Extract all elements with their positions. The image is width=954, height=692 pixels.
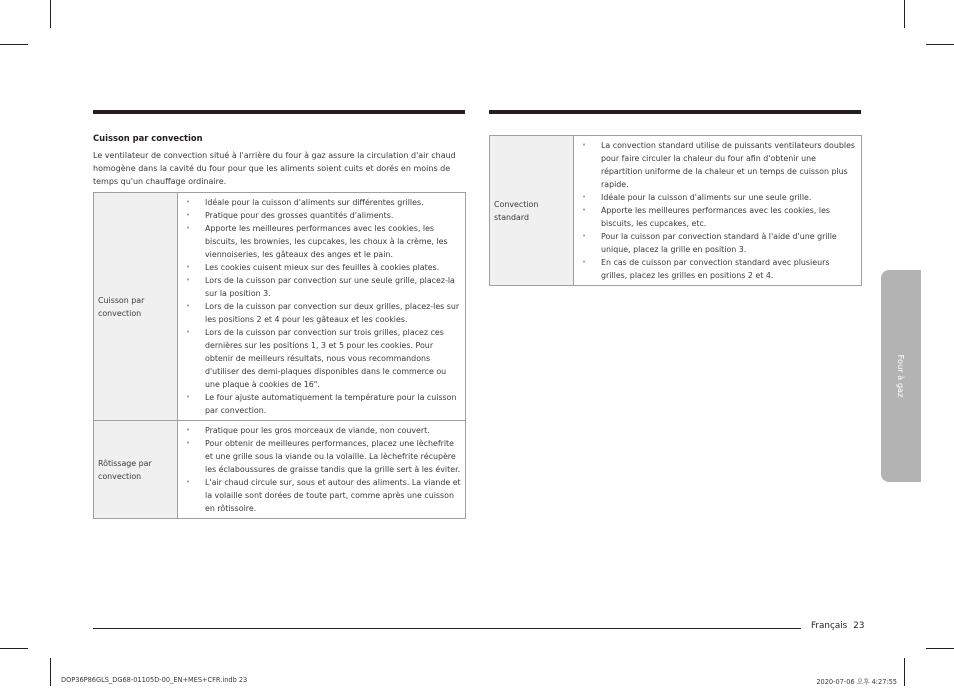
bullet-icon: • [582,193,587,201]
bullet-icon: • [186,393,191,401]
bullet-icon: • [186,439,191,447]
bullet-list [578,139,857,282]
section-rule-left [93,110,465,114]
intro-paragraph: Le ventilateur de convection situé à l'arrière du four à gaz assure la circulation d'air chaud homogène dans la cavité du four pour que les aliments soient cuits et dorés en moins de temps qu'un chauffage ordinaire. [93,151,456,186]
crop-mark [0,44,28,45]
bullet-icon: • [186,211,191,219]
bullet-list [182,196,461,417]
bullet-icon: • [186,302,191,310]
crop-mark [50,658,51,686]
crop-mark [926,44,954,45]
row-content [178,193,466,421]
bullet-icon: • [186,224,191,232]
list-item: • Le four ajuste automatiquement la température pour la cuisson par convection. [186,393,457,415]
row-content [178,421,466,519]
list-item: • Les cookies cuisent mieux sur des feuilles à cookies plates. [186,263,440,272]
page-number: 23 [853,621,865,631]
list-item: • Lors de la cuisson par convection sur deux grilles, placez-les sur les positions 2 et 4 pour les gâteaux et les cookies. [186,302,460,324]
bullet-icon: • [582,232,587,240]
crop-mark [926,648,954,649]
list-item: • Pour la cuisson par convection standard à l'aide d'une grille unique, placez la grille en position 3. [582,232,837,254]
list-item: • Lors de la cuisson par convection sur une seule grille, placez-la sur la position 3. [186,276,455,298]
list-item: • Idéale pour la cuisson d'aliments sur différentes grilles. [186,198,424,207]
list-item: • Lors de la cuisson par convection sur trois grilles, placez ces dernières sur les positions 1, 3 et 5 pour les cookies. Pour obtenir de meilleurs résultats, nous vous recommandons d'utiliser des demi-plaques disponibles dans le commerce ou une plaque à cookies de 16". [186,328,447,389]
list-item: • Pratique pour les gros morceaux de viande, non couvert. [186,426,430,435]
list-item: • En cas de cuisson par convection standard avec plusieurs grilles, placez les grilles en positions 2 et 4. [582,258,830,280]
bullet-icon: • [186,328,191,336]
table-row [94,421,466,519]
bullet-icon: • [582,206,587,214]
chapter-tab-label: Four à gaz [896,354,906,398]
footer-rule [93,628,801,629]
list-item: • Pratique pour des grosses quantités d'aliments. [186,211,394,220]
table-row [490,136,862,286]
bullet-icon: • [582,141,587,149]
list-item: • Pour obtenir de meilleures performances, placez une lèchefrite et une grille sous la viande ou la volaille. La lèchefrite récupère les éclaboussures de graisse tandis que la grille sert à les éviter. [186,439,461,474]
convection-table [93,192,466,519]
crop-mark [50,0,51,28]
list-item: • La convection standard utilise de puissants ventilateurs doubles pour faire circuler la chaleur du four afin d'obtenir une répartition uniforme de la chaleur et un temps de cuisson plus rapide. [582,141,856,189]
list-item: • Idéale pour la cuisson d'aliments sur une seule grille. [582,193,812,202]
bullet-icon: • [582,258,587,266]
section-heading: Cuisson par convection [93,133,203,143]
list-item: • Apporte les meilleures performances avec les cookies, les biscuits, les cupcakes, etc. [582,206,831,228]
print-timestamp: 2020-07-06 오후 4:27:55 [816,678,897,686]
print-file-name: DOP36P86GLS_DG68-01105D-00_EN+MES+CFR.indb 23 [61,676,248,684]
bullet-icon: • [186,198,191,206]
bullet-icon: • [186,263,191,271]
page-footer [811,621,864,631]
footer-language: Français [811,621,848,631]
bullet-icon: • [186,426,191,434]
crop-mark [904,0,905,28]
row-label: Cuisson par convection [94,193,178,421]
table-row [94,193,466,421]
row-label: Rôtissage par convection [94,421,178,519]
crop-mark [904,658,905,686]
bullet-list [182,424,461,515]
list-item: • Apporte les meilleures performances avec les cookies, les biscuits, les brownies, les cupcakes, les choux à la crème, les viennoiseries, les gâteaux des anges et le pain. [186,224,448,259]
bullet-icon: • [186,478,191,486]
bullet-icon: • [186,276,191,284]
crop-mark [0,648,28,649]
list-item: • L'air chaud circule sur, sous et autour des aliments. La viande et la volaille sont dorées de toute part, comme après une cuisson en rôtissoire. [186,478,461,513]
chapter-tab [881,270,921,482]
section-rule-right [489,110,861,114]
row-label: Convection standard [490,136,574,286]
standard-convection-table [489,135,862,286]
row-content [574,136,862,286]
